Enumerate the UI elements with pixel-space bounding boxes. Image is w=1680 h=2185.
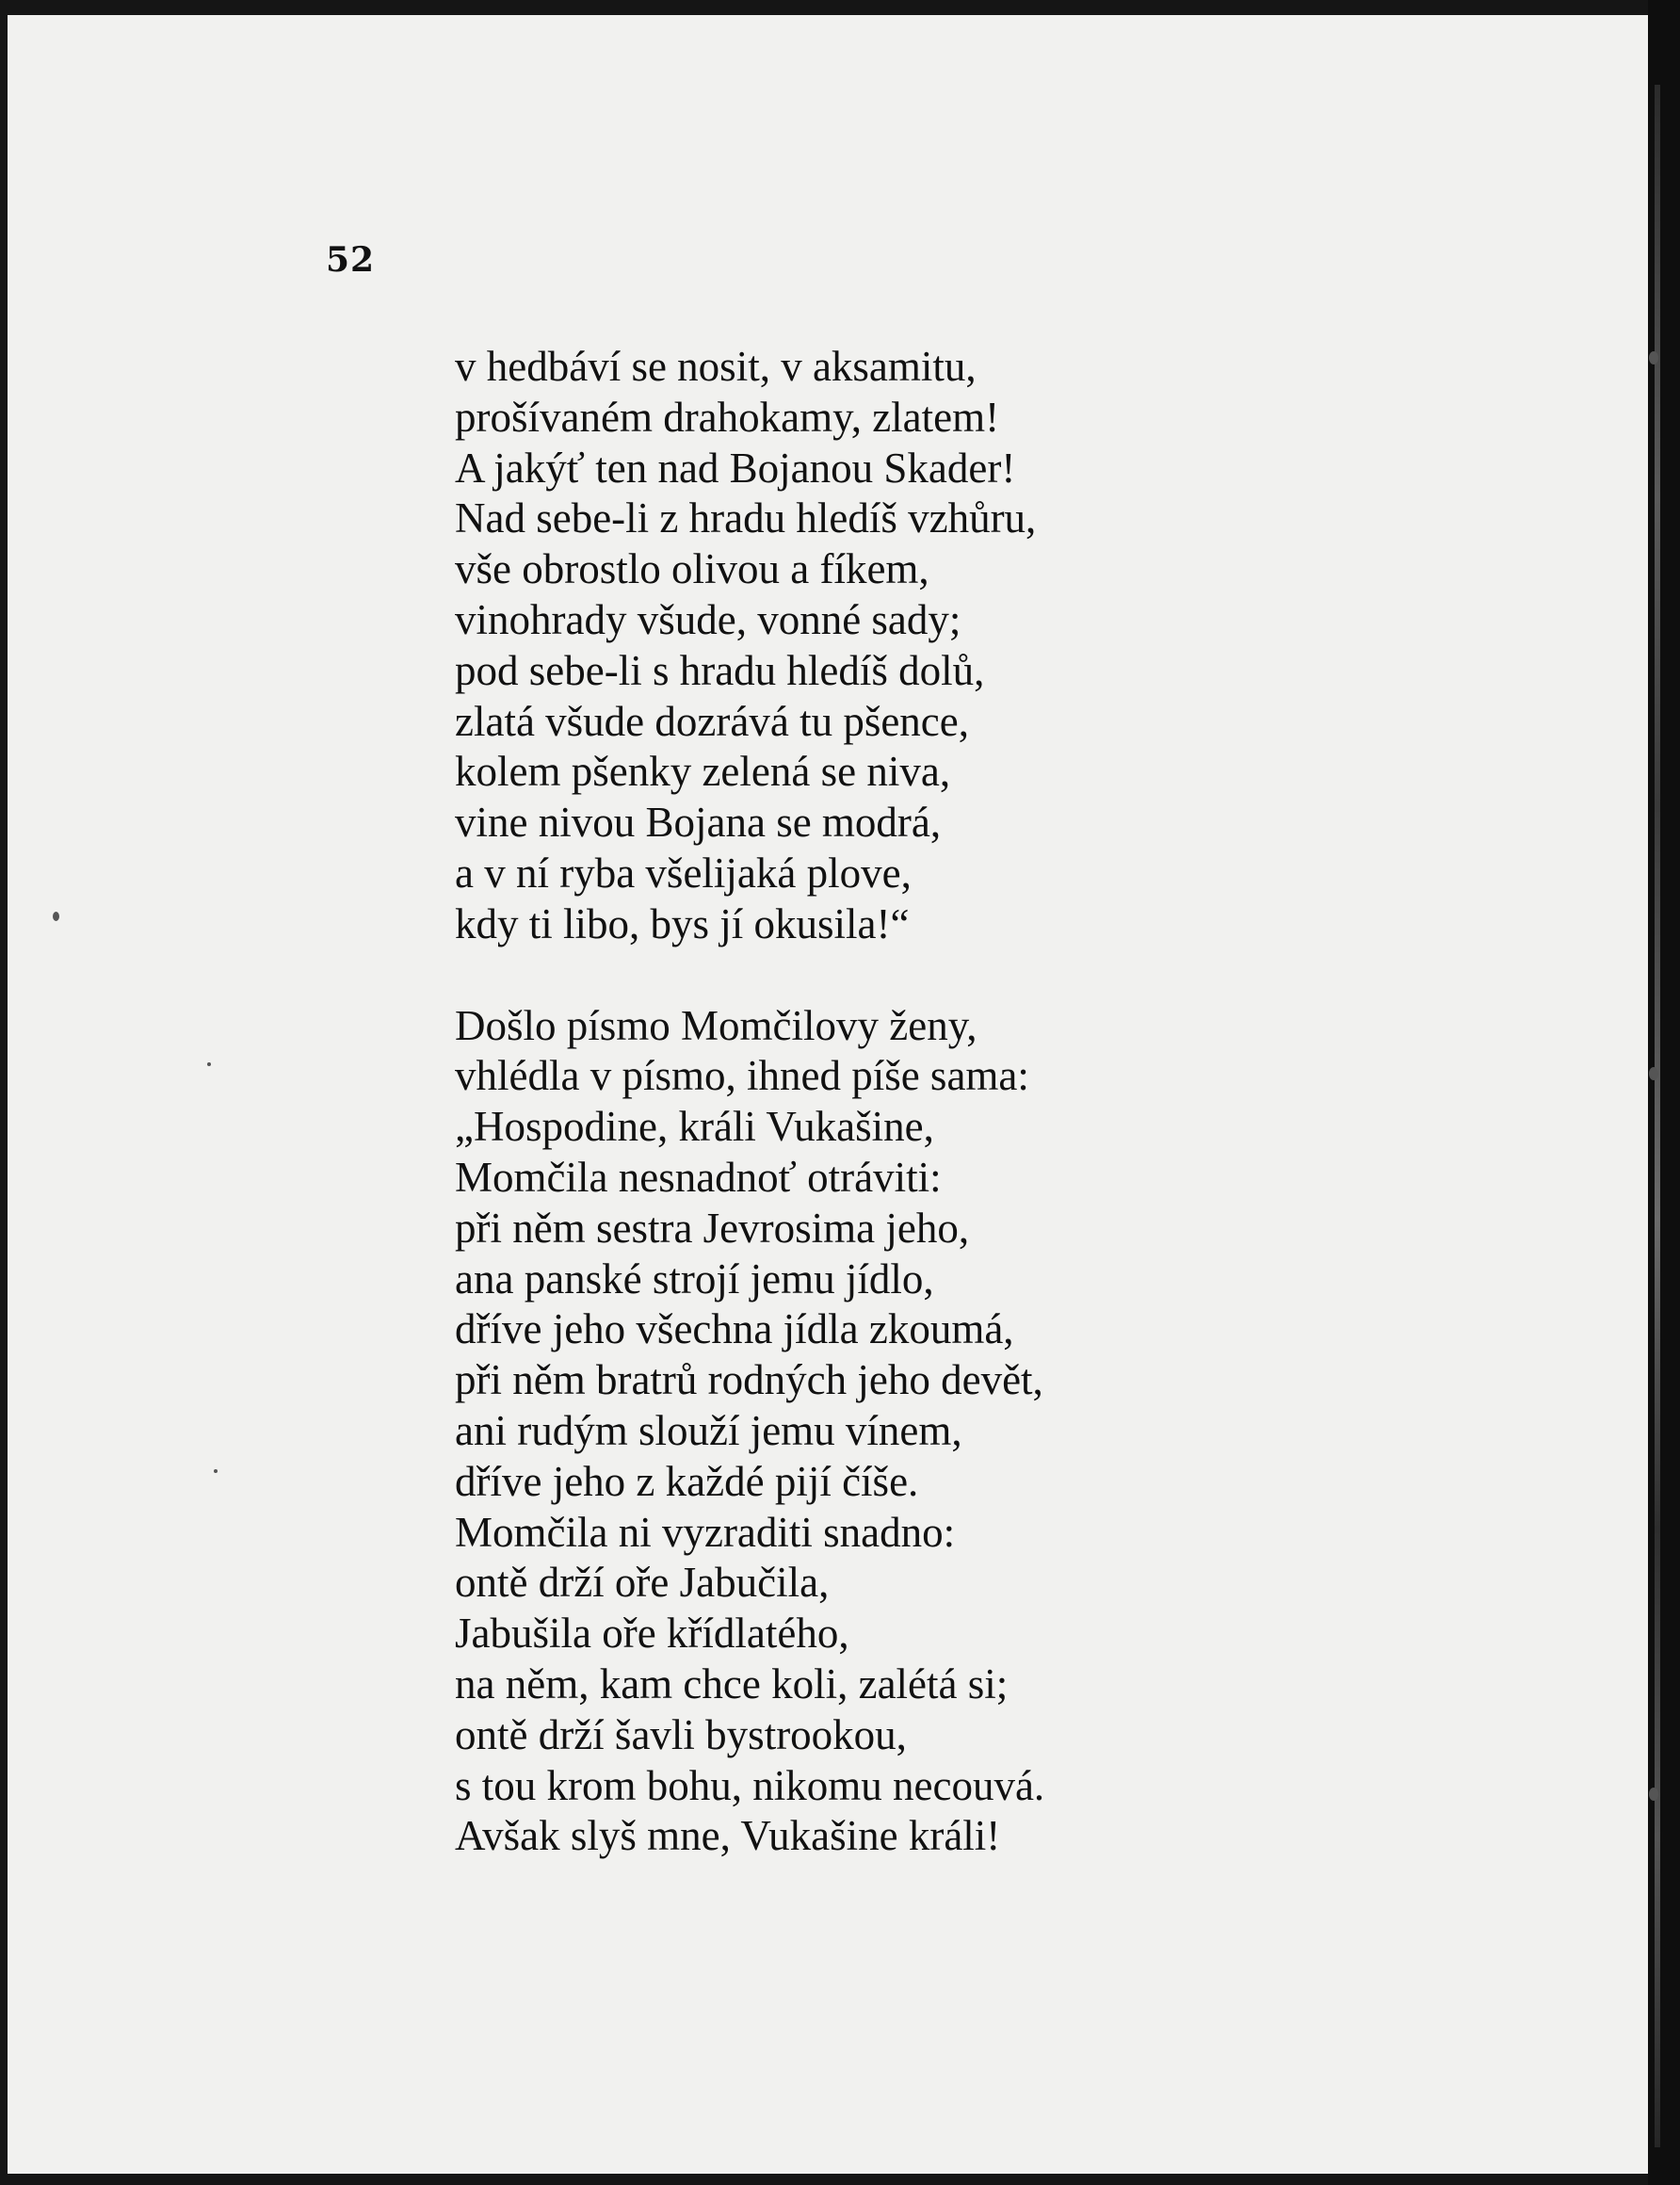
- verse-line: a v ní ryba všelijaká plove,: [455, 849, 912, 897]
- verse-line: Jabušila oře křídlatého,: [455, 1610, 849, 1658]
- verse-line: Momčila nesnadnoť otráviti:: [455, 1153, 942, 1201]
- verse-line: zlatá všude dozrává tu pšence,: [455, 697, 969, 745]
- page-right-edge: [1648, 0, 1680, 2185]
- ink-speck: [207, 1062, 211, 1066]
- verse-line: při něm bratrů rodných jeho devět,: [455, 1356, 1043, 1404]
- verse-line: dříve jeho z každé pijí číše.: [455, 1457, 919, 1505]
- verse-line: vinohrady všude, vonné sady;: [455, 595, 961, 643]
- ink-speck: [1649, 1788, 1658, 1801]
- ink-speck: [214, 1469, 218, 1473]
- verse-line: pod sebe-li s hradu hledíš dolů,: [455, 646, 985, 694]
- verse-line: „Hospodine, králi Vukašine,: [455, 1103, 934, 1151]
- stanza-1: [455, 342, 1044, 950]
- verse-line: kolem pšenky zelená se niva,: [455, 748, 951, 796]
- verse-line: Momčila ni vyzraditi snadno:: [455, 1508, 956, 1556]
- ink-speck: [1649, 351, 1658, 364]
- verse-line: vhlédla v písmo, ihned píše sama:: [455, 1052, 1029, 1100]
- verse-line: vše obrostlo olivou a fíkem,: [455, 545, 929, 593]
- page-number: 52: [326, 240, 376, 280]
- verse-line: Nad sebe-li z hradu hledíš vzhůru,: [455, 494, 1037, 542]
- verse-line: v hedbáví se nosit, v aksamitu,: [455, 343, 977, 390]
- verse-line: kdy ti libo, bys jí okusila!“: [455, 899, 910, 947]
- verse-line: Došlo písmo Momčilovy ženy,: [455, 1001, 977, 1049]
- poem-text: [455, 342, 1044, 1862]
- verse-line: ana panské strojí jemu jídlo,: [455, 1254, 934, 1303]
- verse-line: při něm sestra Jevrosima jeho,: [455, 1204, 970, 1252]
- page-binding-strip: [1655, 85, 1660, 2147]
- verse-line: dříve jeho všechna jídla zkoumá,: [455, 1305, 1014, 1353]
- verse-line: ani rudým slouží jemu vínem,: [455, 1406, 962, 1454]
- verse-line: prošívaném drahokamy, zlatem!: [455, 393, 1000, 441]
- verse-line: Avšak slyš mne, Vukašine králi!: [455, 1812, 1001, 1860]
- verse-line: ontě drží šavli bystrookou,: [455, 1710, 907, 1758]
- verse-line: na něm, kam chce koli, zalétá si;: [455, 1659, 1009, 1708]
- ink-speck: [1649, 1067, 1658, 1080]
- ink-speck: [53, 912, 59, 921]
- verse-line: A jakýť ten nad Bojanou Skader!: [455, 444, 1016, 492]
- stanza-2: [455, 1001, 1044, 1863]
- verse-line: ontě drží oře Jabučila,: [455, 1559, 830, 1607]
- verse-line: vine nivou Bojana se modrá,: [455, 799, 942, 847]
- verse-line: s tou krom bohu, nikomu necouvá.: [455, 1761, 1045, 1809]
